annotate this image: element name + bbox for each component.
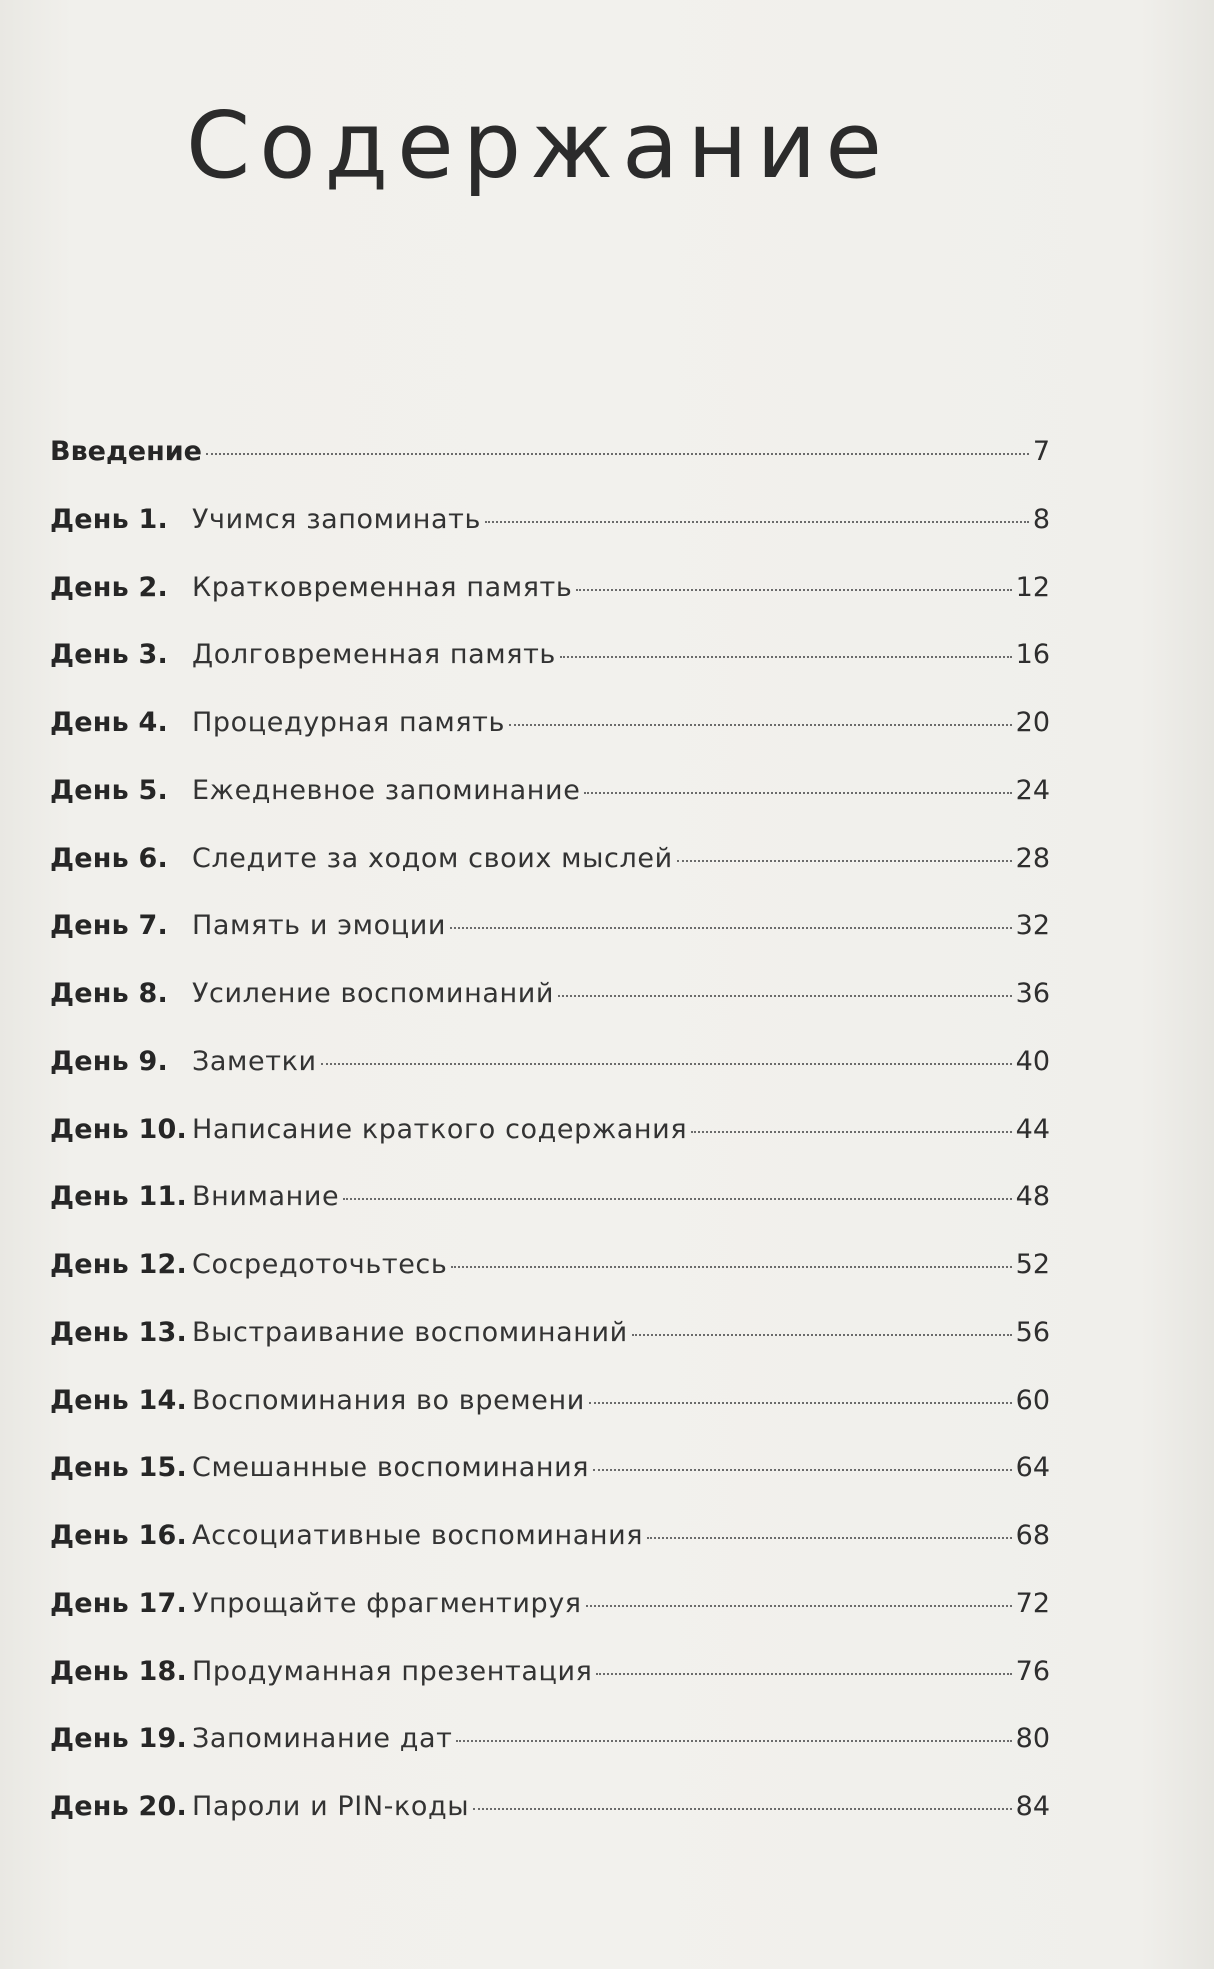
toc-chapter-title: Выстраивание воспоминаний [192, 1316, 628, 1348]
toc-page-number: 40 [1015, 1045, 1050, 1077]
toc-page-number: 80 [1015, 1723, 1050, 1755]
dot-leader [647, 1537, 1012, 1539]
toc-day-label: День 6. [50, 842, 168, 874]
dot-leader [485, 521, 1029, 523]
dot-leader [343, 1198, 1011, 1200]
toc-chapter-title: Сосредоточьтесь [192, 1249, 448, 1280]
toc-day-label: День 9. [50, 1045, 168, 1077]
dot-leader [586, 1605, 1012, 1607]
toc-chapter-title: Внимание [192, 1181, 340, 1213]
dot-leader [206, 453, 1029, 455]
toc-entry-day-7 [50, 909, 1050, 977]
toc-entry-day-18 [50, 1655, 1050, 1723]
toc-chapter-title: Упрощайте фрагментируя [192, 1587, 582, 1619]
dot-leader [321, 1063, 1012, 1065]
toc-page-number: 60 [1015, 1384, 1050, 1416]
dot-leader [589, 1402, 1012, 1404]
toc-chapter-title: Процедурная память [192, 707, 506, 738]
toc-day-label: День 5. [50, 774, 168, 806]
toc-chapter-title: Усиление воспоминаний [192, 978, 555, 1009]
toc-page-number: 7 [1032, 436, 1050, 467]
toc-entry-day-16 [50, 1519, 1050, 1587]
toc-page-number: 12 [1015, 571, 1050, 603]
toc-entry-day-17 [50, 1587, 1050, 1655]
toc-entry-day-8 [50, 977, 1050, 1045]
toc-day-label: День 7. [50, 910, 168, 942]
toc-page-number: 32 [1015, 910, 1050, 942]
toc-chapter-title: Память и эмоции [192, 910, 446, 942]
toc-page-number: 8 [1032, 503, 1050, 535]
toc-day-label: День 19. [50, 1723, 187, 1755]
dot-leader [593, 1469, 1012, 1471]
toc-entry-day-4 [50, 706, 1050, 774]
toc-chapter-title: Смешанные воспоминания [192, 1452, 590, 1484]
toc-day-label: День 12. [50, 1249, 187, 1280]
dot-leader [456, 1740, 1011, 1742]
toc-page-number: 16 [1015, 639, 1050, 671]
toc-chapter-title: Запоминание дат [192, 1723, 453, 1755]
toc-chapter-title: Воспоминания во времени [192, 1384, 585, 1416]
toc-page-number: 72 [1015, 1587, 1050, 1619]
toc-day-label: День 20. [50, 1791, 187, 1822]
dot-leader [584, 792, 1011, 794]
toc-chapter-title: Ежедневное запоминание [192, 774, 581, 806]
toc-page-number: 44 [1015, 1113, 1050, 1145]
toc-page-number: 36 [1015, 978, 1050, 1009]
dot-leader [576, 589, 1011, 591]
toc-chapter-title: Продуманная презентация [192, 1655, 593, 1687]
toc-entry-day-5 [50, 774, 1050, 842]
dot-leader [691, 1131, 1011, 1133]
toc-page-number: 28 [1015, 842, 1050, 874]
dot-leader [450, 927, 1012, 929]
toc-entry-day-20 [50, 1790, 1050, 1858]
toc-page-number: 24 [1015, 774, 1050, 806]
toc-entry-day-10 [50, 1113, 1050, 1181]
toc-entry-intro [50, 435, 1050, 503]
dot-leader [560, 656, 1012, 658]
toc-day-label: День 13. [50, 1316, 187, 1348]
toc-chapter-title: Пароли и PIN-коды [192, 1791, 470, 1822]
toc-chapter-title: Следите за ходом своих мыслей [192, 842, 673, 874]
toc-chapter-title: Долговременная память [192, 639, 556, 671]
toc-entries [50, 503, 1050, 1858]
toc-entry-day-19 [50, 1722, 1050, 1790]
toc-day-label: День 3. [50, 639, 168, 671]
dot-leader [509, 724, 1012, 726]
table-of-contents [50, 435, 1050, 1858]
toc-entry-label: Введение [50, 436, 202, 467]
dot-leader [473, 1808, 1011, 1810]
toc-entry-day-2 [50, 571, 1050, 639]
dot-leader [632, 1334, 1012, 1336]
toc-day-label: День 10. [50, 1113, 187, 1145]
toc-entry-day-12 [50, 1248, 1050, 1316]
toc-day-label: День 15. [50, 1452, 187, 1484]
toc-chapter-title: Кратковременная память [192, 571, 573, 603]
toc-chapter-title: Ассоциативные воспоминания [192, 1520, 644, 1551]
page-title: Содержание [186, 92, 891, 199]
toc-page-number: 52 [1015, 1249, 1050, 1280]
toc-entry-day-13 [50, 1316, 1050, 1384]
toc-day-label: День 1. [50, 503, 168, 535]
dot-leader [677, 860, 1012, 862]
toc-entry-day-15 [50, 1451, 1050, 1519]
toc-entry-day-11 [50, 1180, 1050, 1248]
toc-day-label: День 4. [50, 707, 168, 738]
toc-day-label: День 11. [50, 1181, 187, 1213]
toc-page-number: 68 [1015, 1520, 1050, 1551]
dot-leader [451, 1266, 1011, 1268]
toc-entry-day-1 [50, 503, 1050, 571]
toc-entry-day-9 [50, 1045, 1050, 1113]
toc-page-number: 48 [1015, 1181, 1050, 1213]
toc-page-number: 84 [1015, 1791, 1050, 1822]
toc-chapter-title: Заметки [192, 1045, 317, 1077]
dot-leader [596, 1673, 1011, 1675]
toc-page-number: 56 [1015, 1316, 1050, 1348]
toc-chapter-title: Написание краткого содержания [192, 1113, 688, 1145]
toc-page-number: 76 [1015, 1655, 1050, 1687]
toc-day-label: День 16. [50, 1520, 187, 1551]
dot-leader [558, 995, 1012, 997]
toc-entry-day-3 [50, 638, 1050, 706]
toc-entry-day-6 [50, 842, 1050, 910]
toc-day-label: День 18. [50, 1655, 187, 1687]
toc-chapter-title: Учимся запоминать [192, 503, 482, 535]
toc-day-label: День 17. [50, 1587, 187, 1619]
toc-page-number: 64 [1015, 1452, 1050, 1484]
toc-day-label: День 8. [50, 978, 168, 1009]
toc-day-label: День 14. [50, 1384, 187, 1416]
toc-day-label: День 2. [50, 571, 168, 603]
toc-page-number: 20 [1015, 707, 1050, 738]
toc-entry-day-14 [50, 1384, 1050, 1452]
